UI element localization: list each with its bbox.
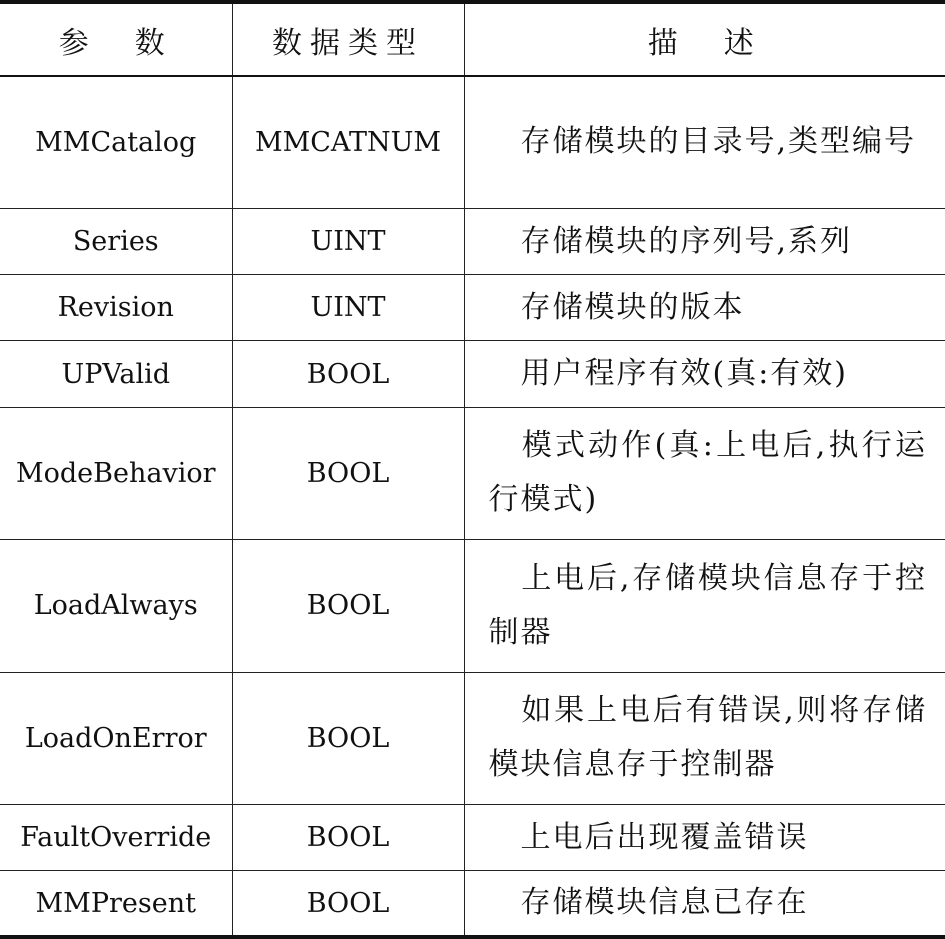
table-body xyxy=(0,76,945,937)
param-description-text: 存储模块的序列号,系列 xyxy=(520,223,853,259)
param-type: MMCATNUM xyxy=(232,76,464,208)
param-description-text: 如果上电后有错误,则将存储模块信息存于控制器 xyxy=(488,693,927,783)
table-row xyxy=(0,672,945,804)
param-description xyxy=(464,871,945,937)
table-row xyxy=(0,407,945,539)
param-type: UINT xyxy=(232,208,464,274)
param-type: UINT xyxy=(232,275,464,341)
param-description xyxy=(464,208,945,274)
param-type: BOOL xyxy=(232,341,464,407)
header-data-type: 数据类型 xyxy=(232,2,464,76)
table-row xyxy=(0,275,945,341)
param-description xyxy=(464,672,945,804)
table-row xyxy=(0,540,945,672)
param-name: UPValid xyxy=(0,341,232,407)
param-name: Series xyxy=(0,208,232,274)
table-row xyxy=(0,208,945,274)
param-type: BOOL xyxy=(232,804,464,870)
param-description xyxy=(464,407,945,539)
param-description-text: 模式动作(真:上电后,执行运行模式) xyxy=(488,428,927,518)
param-description-text: 存储模块的版本 xyxy=(520,289,745,325)
param-description xyxy=(464,76,945,208)
table-row xyxy=(0,341,945,407)
header-parameter: 参 数 xyxy=(0,2,232,76)
param-name: ModeBehavior xyxy=(0,407,232,539)
param-description-text: 存储模块信息已存在 xyxy=(520,885,809,921)
param-description xyxy=(464,804,945,870)
param-name: MMCatalog xyxy=(0,76,232,208)
param-description xyxy=(464,275,945,341)
param-description xyxy=(464,540,945,672)
table-row xyxy=(0,804,945,870)
param-type: BOOL xyxy=(232,672,464,804)
param-description xyxy=(464,341,945,407)
table-row xyxy=(0,871,945,937)
param-name: FaultOverride xyxy=(0,804,232,870)
param-description-text: 存储模块的目录号,类型编号 xyxy=(520,124,917,160)
param-type: BOOL xyxy=(232,540,464,672)
param-description-text: 用户程序有效(真:有效) xyxy=(520,356,849,391)
param-name: LoadOnError xyxy=(0,672,232,804)
param-name: Revision xyxy=(0,275,232,341)
param-description-text: 上电后出现覆盖错误 xyxy=(520,819,809,855)
param-name: MMPresent xyxy=(0,871,232,937)
param-description-text: 上电后,存储模块信息存于控制器 xyxy=(488,560,927,650)
param-type: BOOL xyxy=(232,407,464,539)
table-row xyxy=(0,76,945,208)
param-name: LoadAlways xyxy=(0,540,232,672)
header-row xyxy=(0,2,945,76)
param-type: BOOL xyxy=(232,871,464,937)
header-description: 描 述 xyxy=(464,2,945,76)
